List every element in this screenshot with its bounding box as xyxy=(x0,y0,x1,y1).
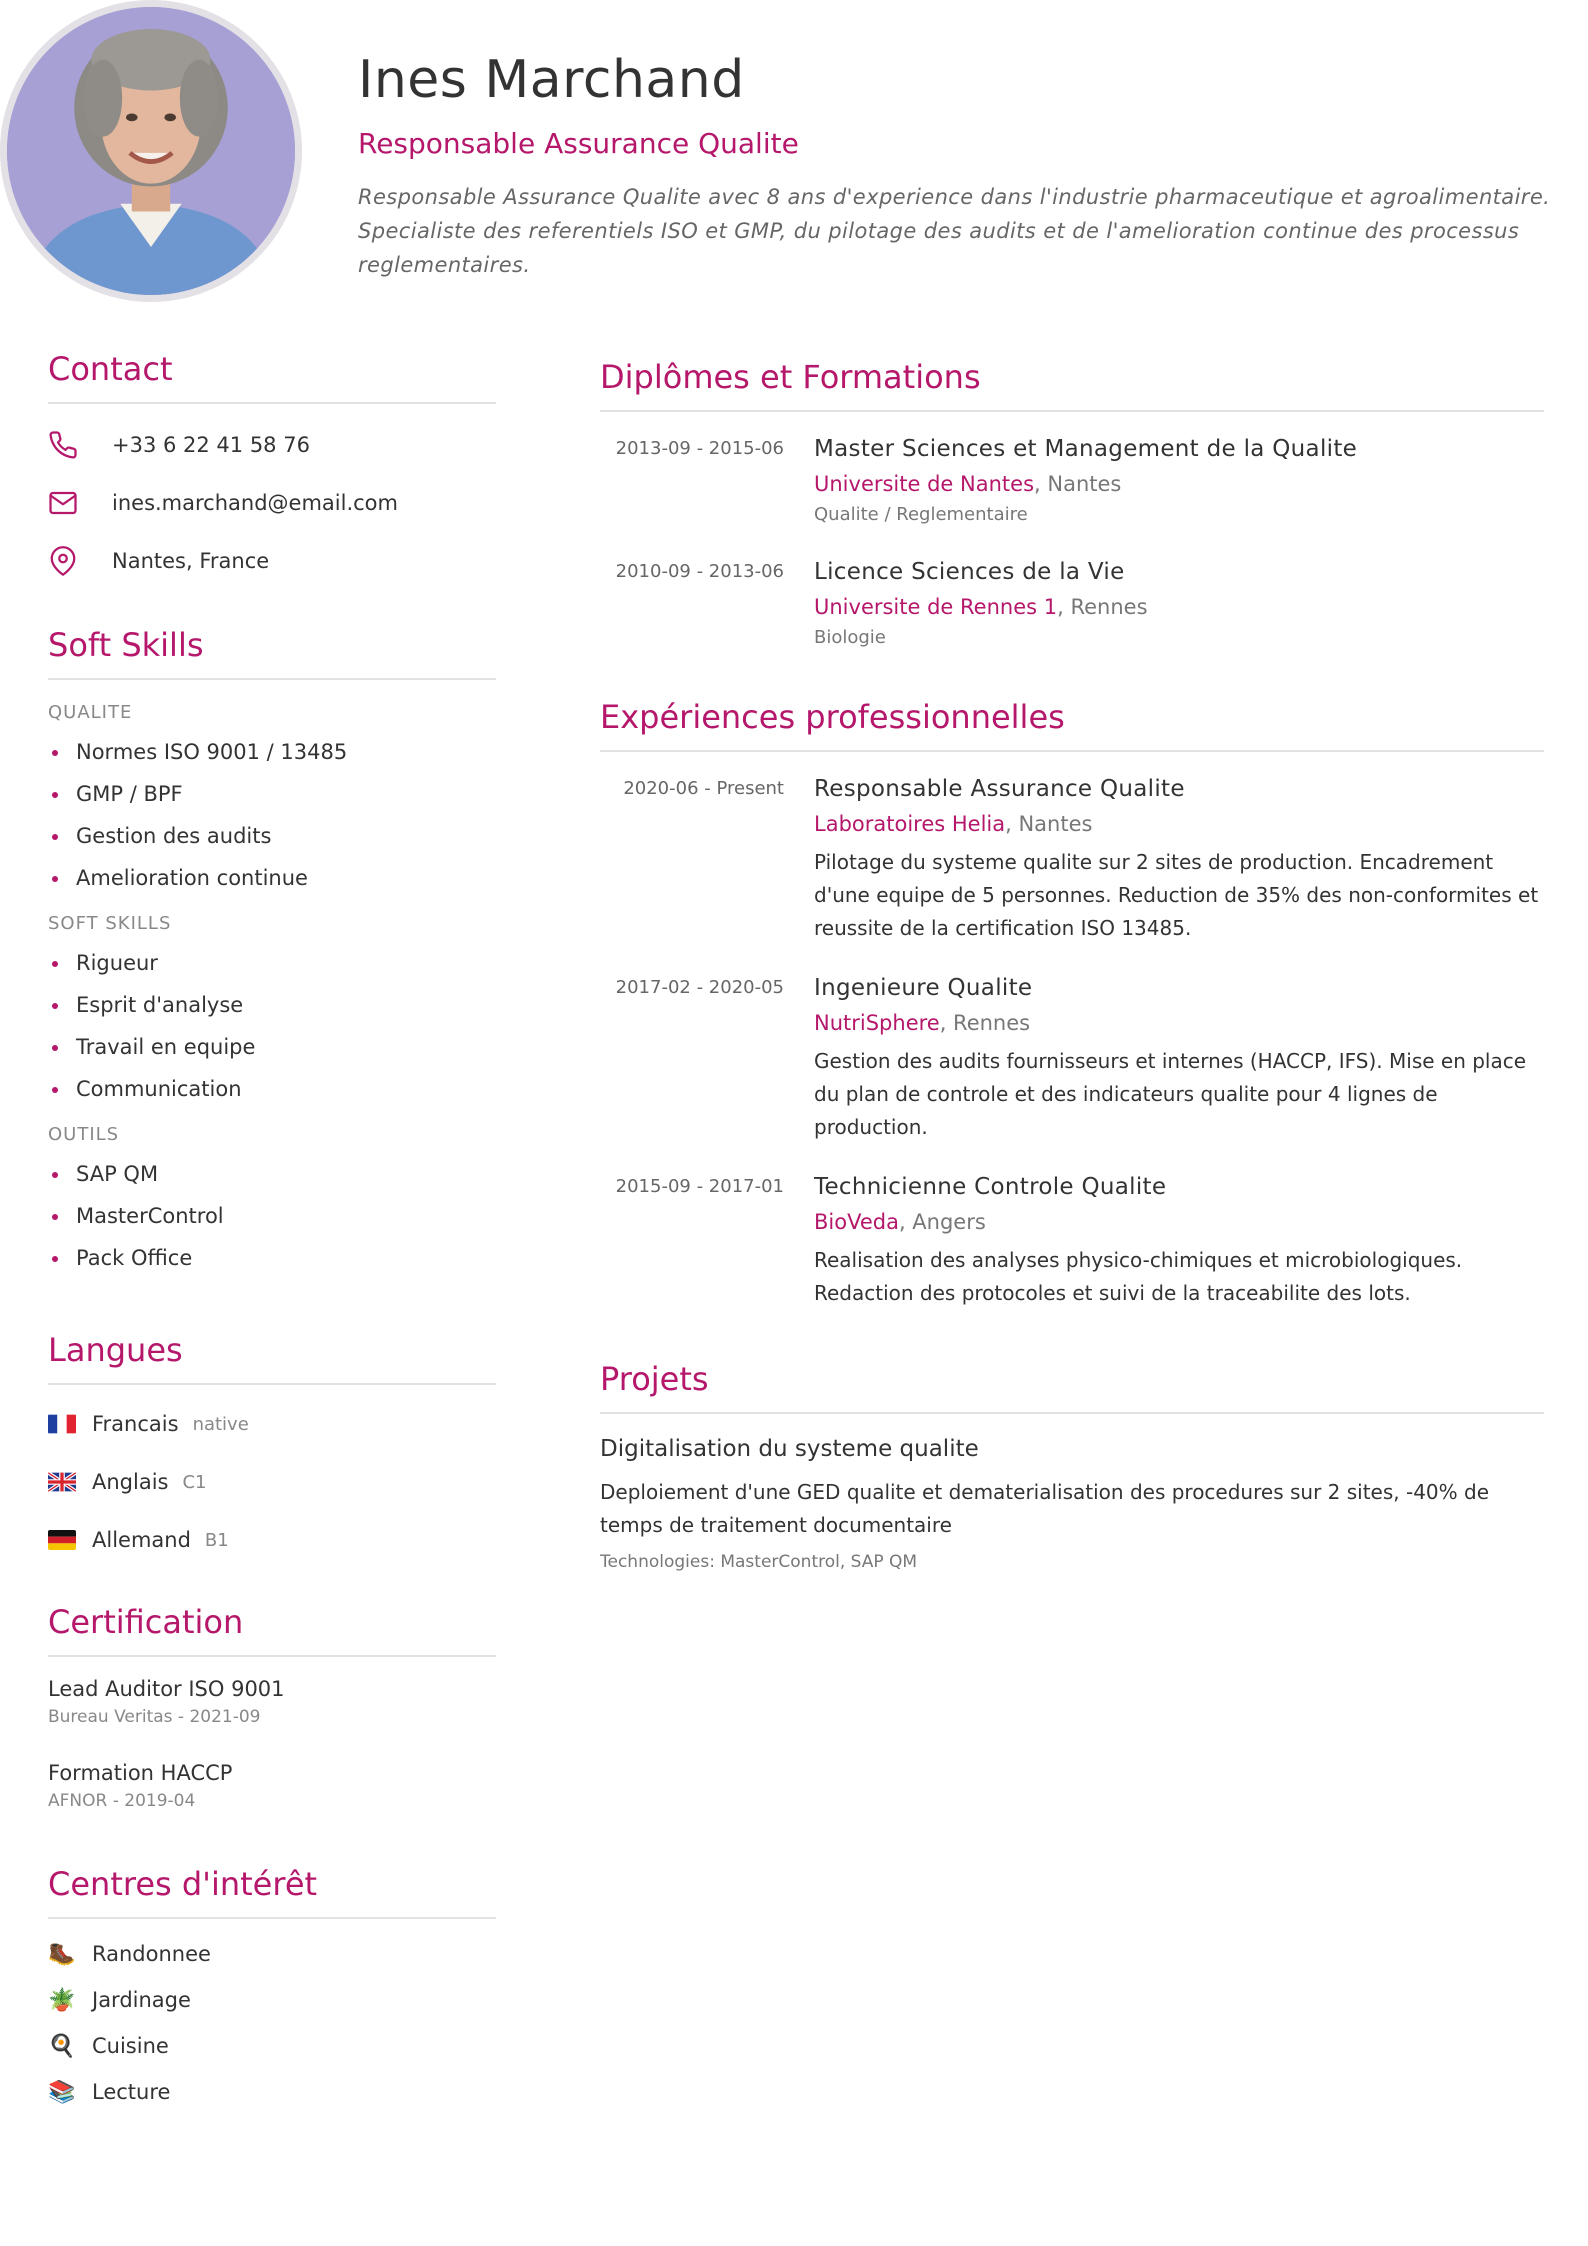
entry-date: 2017-02 - 2020-05 xyxy=(615,977,784,998)
experience-entry xyxy=(600,1170,1544,1310)
portrait-image xyxy=(7,7,295,295)
location-text: Nantes, France xyxy=(112,549,270,573)
contact-list xyxy=(48,416,496,590)
education-section-title: Diplômes et Formations xyxy=(600,358,1544,412)
cooking-pan-icon: 🍳 xyxy=(48,2033,76,2059)
job-title: Responsable Assurance Qualite xyxy=(358,127,799,160)
language-name: Francais xyxy=(92,1412,179,1436)
entry-organization xyxy=(814,806,1544,842)
skill-item: Gestion des audits xyxy=(48,815,496,857)
education-list xyxy=(600,432,1544,648)
interest-item xyxy=(48,1977,496,2023)
certification-item xyxy=(48,1761,496,1811)
experience-list xyxy=(600,772,1544,1310)
skill-item: Esprit d'analyse xyxy=(48,984,496,1026)
languages-list xyxy=(48,1395,496,1569)
entry-date: 2010-09 - 2013-06 xyxy=(615,561,784,582)
language-level: native xyxy=(192,1413,249,1435)
language-item xyxy=(48,1395,496,1453)
certification-meta: AFNOR - 2019-04 xyxy=(48,1791,196,1811)
skill-group-label: OUTILS xyxy=(48,1124,120,1145)
entry-date: 2020-06 - Present xyxy=(623,778,784,799)
entry-title: Technicienne Controle Qualite xyxy=(814,1174,1167,1200)
certification-list xyxy=(48,1677,496,1811)
left-column xyxy=(48,350,496,2115)
language-item xyxy=(48,1453,496,1511)
interest-name: Cuisine xyxy=(92,2034,169,2058)
entry-date: 2015-09 - 2017-01 xyxy=(615,1176,784,1197)
skill-item: Amelioration continue xyxy=(48,857,496,899)
project-name: Digitalisation du systeme qualite xyxy=(600,1436,979,1462)
skill-item: MasterControl xyxy=(48,1195,496,1237)
language-name: Allemand xyxy=(92,1528,191,1552)
languages-section-title: Langues xyxy=(48,1331,496,1385)
contact-location xyxy=(48,532,496,590)
interest-item xyxy=(48,2069,496,2115)
entry-field: Qualite / Reglementaire xyxy=(814,504,1028,525)
entry-field: Biologie xyxy=(814,627,886,648)
right-column xyxy=(600,358,1544,1572)
entry-organization xyxy=(814,589,1544,625)
project-item xyxy=(600,1436,1544,1572)
france-flag-icon xyxy=(48,1414,76,1434)
phone-icon xyxy=(48,430,112,460)
projects-list xyxy=(600,1436,1544,1572)
entry-description: Realisation des analyses physico-chimiques et microbiologiques. Redaction des protocoles et suivi de la traceabilite des lots. xyxy=(814,1248,1463,1305)
interest-item xyxy=(48,2023,496,2069)
interests-list xyxy=(48,1931,496,2115)
hiking-boot-icon: 🥾 xyxy=(48,1941,76,1967)
books-icon: 📚 xyxy=(48,2079,76,2105)
education-entry xyxy=(600,432,1544,525)
mail-icon xyxy=(48,488,112,518)
organization-city: , Nantes xyxy=(1005,812,1093,836)
certification-name: Lead Auditor ISO 9001 xyxy=(48,1677,285,1701)
entry-organization xyxy=(814,466,1544,502)
skill-item: GMP / BPF xyxy=(48,773,496,815)
language-item xyxy=(48,1511,496,1569)
organization-name: Laboratoires Helia xyxy=(814,812,1006,836)
language-level: C1 xyxy=(182,1471,207,1493)
certification-section-title: Certification xyxy=(48,1603,496,1657)
organization-city: , Angers xyxy=(898,1210,986,1234)
project-description: Deploiement d'une GED qualite et dematerialisation des procedures sur 2 sites, -40% de temps de traitement documentaire xyxy=(600,1480,1490,1537)
certification-item xyxy=(48,1677,496,1727)
potted-plant-icon: 🪴 xyxy=(48,1987,76,2013)
entry-date: 2013-09 - 2015-06 xyxy=(615,438,784,459)
projects-section-title: Projets xyxy=(600,1360,1544,1414)
interests-section-title: Centres d'intérêt xyxy=(48,1865,496,1919)
interest-name: Randonnee xyxy=(92,1942,211,1966)
organization-city: , Rennes xyxy=(939,1011,1031,1035)
phone-text: +33 6 22 41 58 76 xyxy=(112,433,310,457)
profile-photo xyxy=(0,0,302,302)
profile-summary: Responsable Assurance Qualite avec 8 ans d'experience dans l'industrie pharmaceutique et agroalimentaire. Specialiste des referentiels ISO et GMP, du pilotage des audits et de l'amelioration continue des processus reglementaires. xyxy=(358,185,1551,277)
experience-section-title: Expériences professionnelles xyxy=(600,698,1544,752)
entry-description: Gestion des audits fournisseurs et internes (HACCP, IFS). Mise en place du plan de controle et des indicateurs qualite pour 4 lignes de production. xyxy=(814,1049,1527,1139)
organization-name: BioVeda xyxy=(814,1210,899,1234)
entry-title: Responsable Assurance Qualite xyxy=(814,776,1185,802)
entry-title: Licence Sciences de la Vie xyxy=(814,559,1125,585)
skills-list xyxy=(48,702,496,1279)
skill-item: Travail en equipe xyxy=(48,1026,496,1068)
interest-name: Jardinage xyxy=(92,1988,191,2012)
location-pin-icon xyxy=(48,546,112,576)
email-text: ines.marchand@email.com xyxy=(112,491,398,515)
germany-flag-icon xyxy=(48,1530,76,1550)
entry-organization xyxy=(814,1005,1544,1041)
entry-description: Pilotage du systeme qualite sur 2 sites de production. Encadrement d'une equipe de 5 personnes. Reduction de 35% des non-conformites et reussite de la certification ISO 13485. xyxy=(814,850,1539,940)
certification-name: Formation HACCP xyxy=(48,1761,233,1785)
contact-email[interactable] xyxy=(48,474,496,532)
organization-name: NutriSphere xyxy=(814,1011,940,1035)
candidate-name: Ines Marchand xyxy=(358,50,745,110)
skill-group-label: SOFT SKILLS xyxy=(48,913,172,934)
experience-entry xyxy=(600,971,1544,1144)
organization-city: , Nantes xyxy=(1034,472,1122,496)
entry-title: Ingenieure Qualite xyxy=(814,975,1033,1001)
skill-item: SAP QM xyxy=(48,1153,496,1195)
language-level: B1 xyxy=(204,1529,229,1551)
skill-item: Pack Office xyxy=(48,1237,496,1279)
language-name: Anglais xyxy=(92,1470,169,1494)
entry-title: Master Sciences et Management de la Qualite xyxy=(814,436,1358,462)
uk-flag-icon xyxy=(48,1472,76,1492)
skill-item: Normes ISO 9001 / 13485 xyxy=(48,731,496,773)
education-entry xyxy=(600,555,1544,648)
skills-section-title: Soft Skills xyxy=(48,626,496,680)
organization-city: , Rennes xyxy=(1057,595,1148,619)
organization-name: Universite de Rennes 1 xyxy=(814,595,1058,619)
organization-name: Universite de Nantes xyxy=(814,472,1035,496)
interest-name: Lecture xyxy=(92,2080,171,2104)
skill-item: Communication xyxy=(48,1068,496,1110)
contact-section-title: Contact xyxy=(48,350,496,404)
entry-organization xyxy=(814,1204,1544,1240)
certification-meta: Bureau Veritas - 2021-09 xyxy=(48,1707,261,1727)
project-technologies: Technologies: MasterControl, SAP QM xyxy=(600,1552,918,1572)
interest-item xyxy=(48,1931,496,1977)
contact-phone[interactable] xyxy=(48,416,496,474)
experience-entry xyxy=(600,772,1544,945)
skill-item: Rigueur xyxy=(48,942,496,984)
skill-group-label: QUALITE xyxy=(48,702,133,723)
